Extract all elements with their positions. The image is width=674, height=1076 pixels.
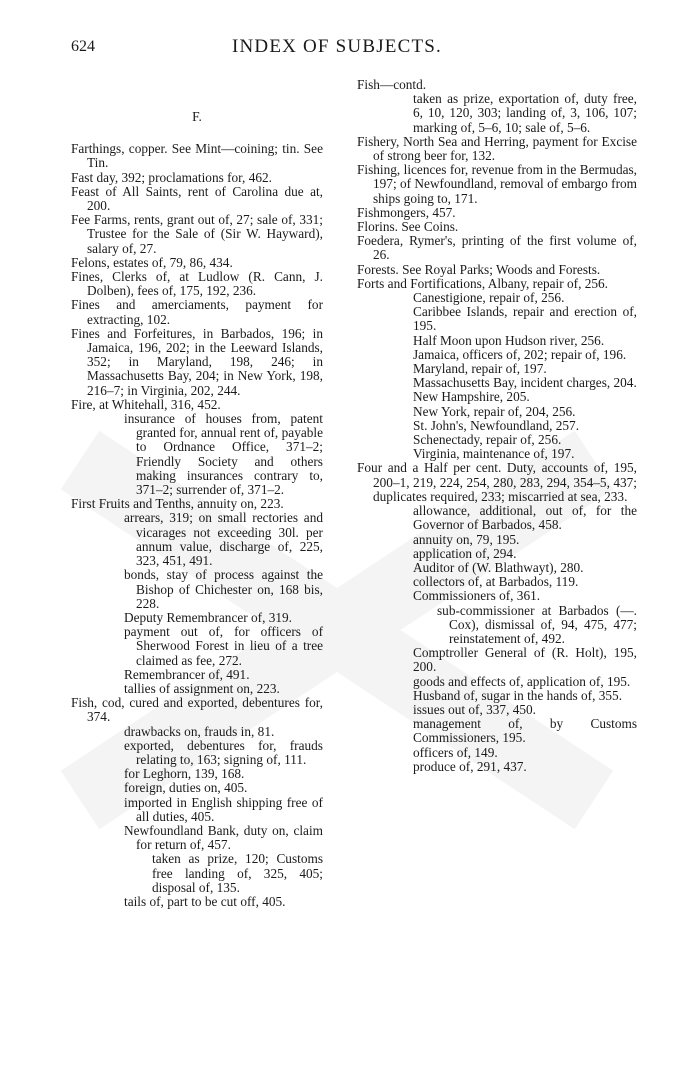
index-entry: produce of, 291, 437.: [413, 758, 527, 774]
index-entry: tails of, part to be cut off, 405.: [124, 893, 286, 909]
index-entry: Fishery, North Sea and Herring, payment for Excise of strong beer for, 132.: [357, 133, 637, 164]
right-entry-list: [357, 78, 637, 774]
index-entry: sub-commissioner at Barbados (—. Cox), dismissal of, 94, 475, 477; reinstatement of, 492.: [437, 602, 637, 646]
running-title: INDEX OF SUBJECTS.: [231, 36, 443, 57]
index-entry: Farthings, copper. See Mint—coining; tin. See Tin.: [71, 141, 323, 171]
index-entry: New York, repair of, 204, 256.: [413, 403, 576, 419]
left-entry-list: [71, 142, 323, 909]
index-entry: annuity on, 79, 195.: [413, 531, 520, 547]
index-entry: Fast day, 392; proclamations for, 462.: [71, 169, 272, 185]
index-entry: drawbacks on, frauds in, 81.: [124, 723, 275, 739]
index-entry: Auditor of (W. Blathwayt), 280.: [413, 559, 584, 575]
index-entry: Florins. See Coins.: [357, 219, 459, 235]
index-entry: payment out of, for officers of Sherwood Forest in lieu of a tree claimed as fee, 272.: [124, 624, 323, 668]
index-entry: tallies of assignment on, 223.: [124, 680, 280, 696]
index-entry: bonds, stay of process against the Bishop of Chichester on, 168 bis, 228.: [124, 567, 323, 611]
index-entry: Half Moon upon Hudson river, 256.: [413, 332, 605, 348]
index-entry: issues out of, 337, 450.: [413, 701, 536, 717]
index-entry: Felons, estates of, 79, 86, 434.: [71, 254, 233, 270]
index-entry: St. John's, Newfoundland, 257.: [413, 417, 580, 433]
index-entry: Maryland, repair of, 197.: [413, 361, 547, 377]
index-entry: Fishing, licences for, revenue from in the Bermudas, 197; of Newfoundland, removal of embargo from ships going to, 171.: [357, 162, 637, 206]
index-entry: Newfoundland Bank, duty on, claim for return of, 457.: [124, 822, 323, 853]
left-column: [71, 78, 323, 909]
index-entry: Deputy Remembrancer of, 319.: [124, 609, 293, 625]
index-entry: Fish—contd.: [357, 77, 427, 92]
index-entry: Husband of, sugar in the hands of, 355.: [413, 687, 623, 703]
page-number: 624: [71, 38, 95, 55]
index-entry: exported, debentures for, frauds relating to, 163; signing of, 111.: [124, 737, 323, 767]
index-entry: Jamaica, officers of, 202; repair of, 196.: [413, 346, 627, 362]
index-entry: management of, by Customs Commissioners, 195.: [413, 716, 637, 746]
index-entry: goods and effects of, application of, 195.: [413, 673, 631, 689]
index-entry: Massachusetts Bay, incident charges, 204.: [413, 375, 637, 391]
index-entry: officers of, 149.: [413, 744, 498, 760]
page-header: [0, 36, 674, 62]
section-letter: F.: [192, 109, 202, 124]
index-entry: foreign, duties on, 405.: [124, 780, 248, 796]
index-entry: Foedera, Rymer's, printing of the first volume of, 26.: [357, 233, 637, 263]
index-entry: Remembrancer of, 491.: [124, 666, 250, 682]
index-entry: taken as prize, 120; Customs free landing of, 325, 405; disposal of, 135.: [152, 851, 323, 895]
index-entry: Fire, at Whitehall, 316, 452.: [71, 396, 221, 412]
index-entry: Virginia, maintenance of, 197.: [413, 446, 575, 462]
index-entry: arrears, 319; on small rectories and vicarages not exceeding 30l. per annum value, discharge of, 225, 323, 451, 491.: [124, 510, 323, 569]
index-entry: collectors of, at Barbados, 119.: [413, 574, 579, 590]
index-entry: application of, 294.: [413, 545, 517, 561]
index-entry: Caribbee Islands, repair and erection of, 195.: [413, 304, 637, 334]
index-entry: allowance, additional, out of, for the Governor of Barbados, 458.: [413, 503, 637, 533]
index-entry: Four and a Half per cent. Duty, accounts of, 195, 200–1, 219, 224, 254, 280, 283, 294, 354–5, 437; duplicates required, 233; miscarried at sea, 233.: [357, 460, 637, 504]
right-column: [357, 78, 637, 774]
index-entry: Fines and Forfeitures, in Barbados, 196; in Jamaica, 196, 202; in the Leeward Islands, 352; in Maryland, 198, 246; in Massachusetts Bay, 204; in New York, 198, 216–7; in Virginia, 202, 244.: [71, 325, 323, 398]
index-entry: Commissioners of, 361.: [413, 588, 541, 604]
index-entry: New Hampshire, 205.: [413, 389, 530, 405]
index-entry: Canestigione, repair of, 256.: [413, 290, 565, 306]
index-entry: Fines and amerciaments, payment for extracting, 102.: [71, 297, 323, 327]
index-entry: insurance of houses from, patent granted for, annual rent of, payable to Ordnance Office, 371–2; Friendly Society and others making insurances contrary to, 371–2; surrender of, 371–2.: [124, 411, 323, 498]
index-entry: Schenectady, repair of, 256.: [413, 432, 562, 448]
index-entry: Forts and Fortifications, Albany, repair of, 256.: [357, 275, 608, 291]
index-entry: for Leghorn, 139, 168.: [124, 766, 245, 782]
index-entry: Fishmongers, 457.: [357, 204, 456, 220]
index-entry: Forests. See Royal Parks; Woods and Forests.: [357, 261, 601, 277]
index-entry: First Fruits and Tenths, annuity on, 223.: [71, 496, 284, 512]
index-entry: Fee Farms, rents, grant out of, 27; sale of, 331; Trustee for the Sale of (Sir W. Hayward), salary of, 27.: [71, 212, 323, 256]
index-entry: Feast of All Saints, rent of Carolina due at, 200.: [71, 183, 323, 214]
index-entry: Comptroller General of (R. Holt), 195, 200.: [413, 645, 637, 675]
index-entry: imported in English shipping free of all duties, 405.: [124, 794, 323, 824]
index-entry: Fish, cod, cured and exported, debentures for, 374.: [71, 695, 323, 725]
index-entry: Fines, Clerks of, at Ludlow (R. Cann, J. Dolben), fees of, 175, 192, 236.: [71, 269, 323, 299]
index-entry: taken as prize, exportation of, duty free, 6, 10, 120, 303; landing of, 3, 106, 107; marking of, 5–6, 10; sale of, 5–6.: [413, 91, 637, 135]
